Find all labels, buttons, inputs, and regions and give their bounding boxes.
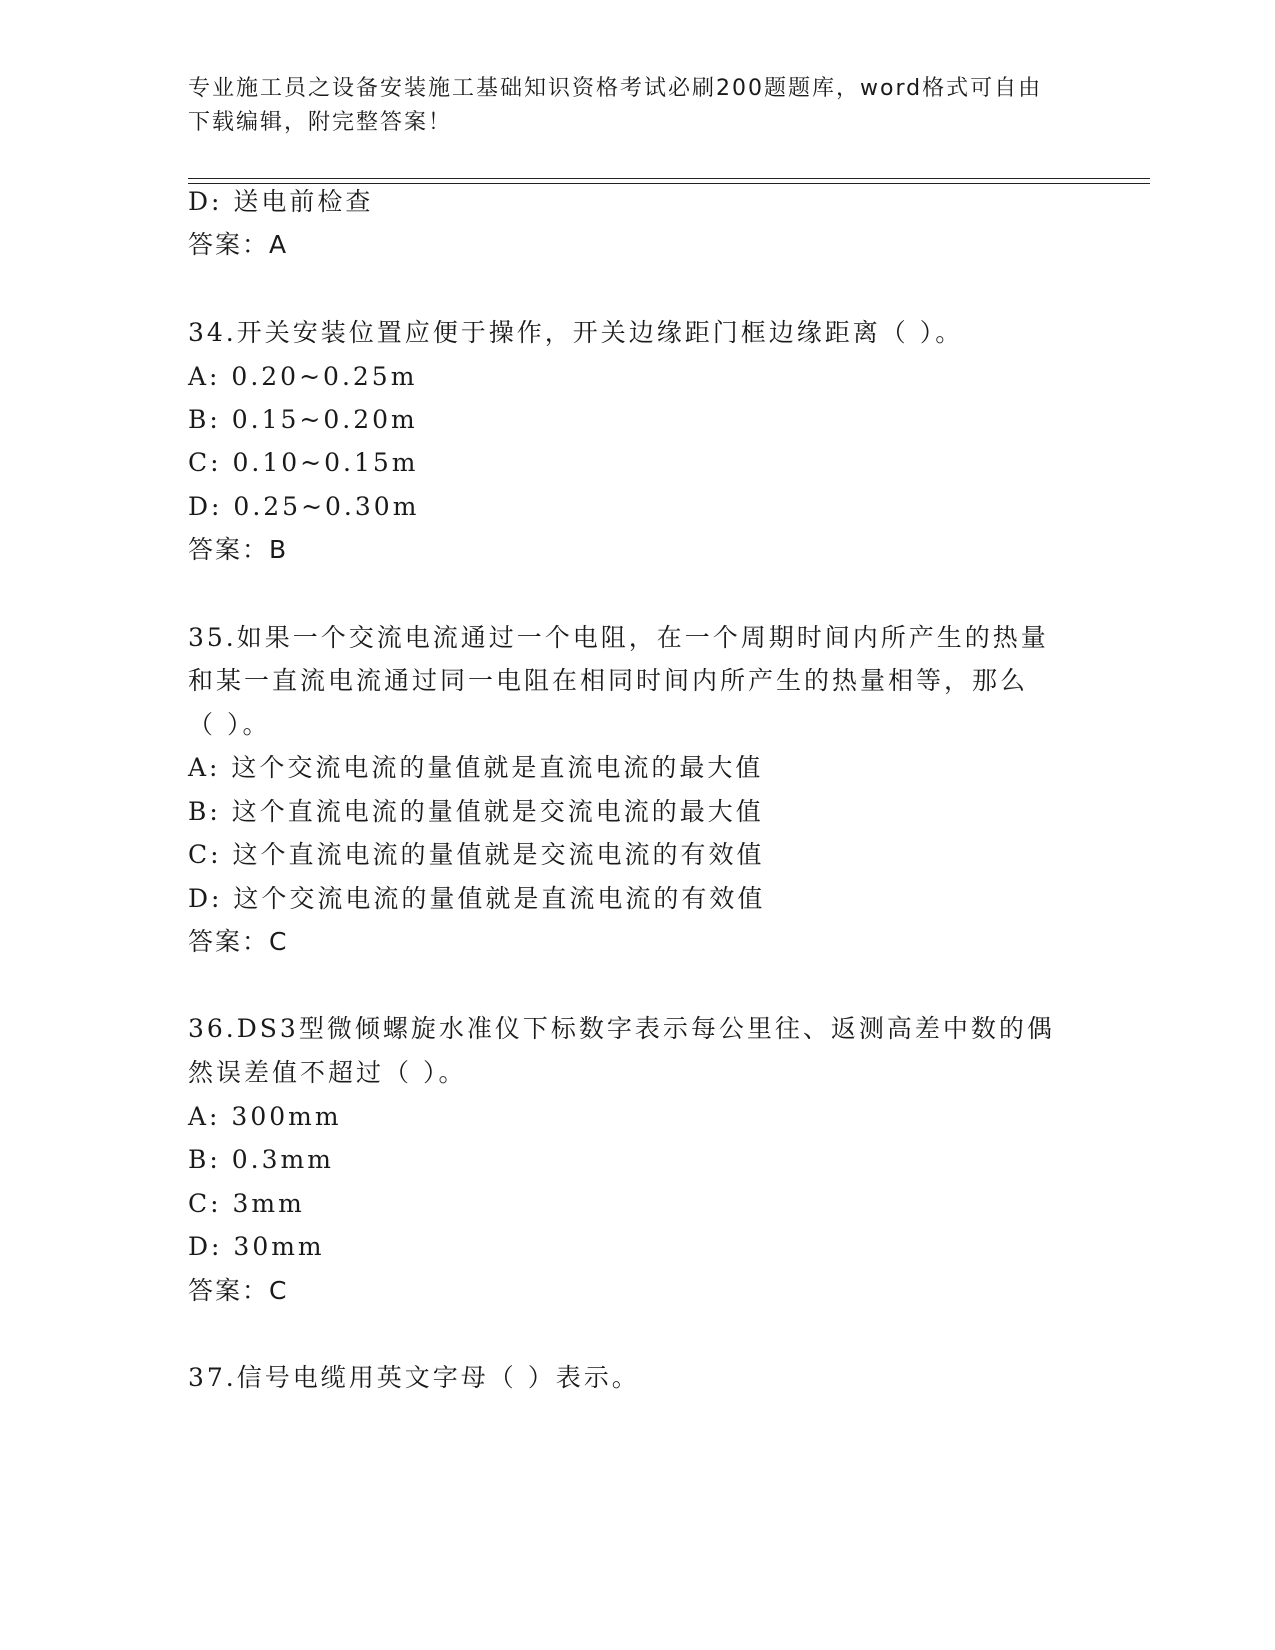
question-36-answer: 答案：C [188,1276,289,1305]
question-36-option-b: B: 0.3mm [188,1145,334,1174]
question-35-stem-line-1: 35.如果一个交流电流通过一个电阻，在一个周期时间内所产生的热量 [188,623,1049,652]
header-title-line-2: 下载编辑，附完整答案！ [188,110,453,135]
question-35-stem-line-2: 和某一直流电流通过同一电阻在相同时间内所产生的热量相等，那么 [188,666,1029,695]
question-35-answer: 答案：C [188,927,289,956]
question-35-stem-line-3: （ ）。 [188,710,271,739]
question-34-stem: 34.开关安装位置应便于操作，开关边缘距门框边缘距离（ ）。 [188,318,964,347]
header-divider-top [188,178,1150,179]
answer: 答案：A [188,230,289,259]
question-35-option-a: A: 这个交流电流的量值就是直流电流的最大值 [188,753,764,782]
document-header [188,72,1088,140]
question-35-option-b: B: 这个直流电流的量值就是交流电流的最大值 [188,797,764,826]
question-36-stem-line-2: 然误差值不超过（ ）。 [188,1058,467,1087]
question-34-option-b: B: 0.15~0.20m [188,405,418,434]
question-36-option-a: A: 300mm [188,1102,342,1131]
question-35-option-d: D: 这个交流电流的量值就是直流电流的有效值 [188,884,766,913]
option-d: D: 送电前检查 [188,187,374,216]
question-36-stem-line-1: 36.DS3型微倾螺旋水准仪下标数字表示每公里往、返测高差中数的偶 [188,1014,1055,1043]
question-34-option-a: A: 0.20~0.25m [188,362,418,391]
header-title-line-1: 专业施工员之设备安装施工基础知识资格考试必刷200题题库，word格式可自由 [188,76,1043,101]
question-36-option-d: D: 30mm [188,1232,325,1261]
question-34-option-c: C: 0.10~0.15m [188,448,419,477]
question-34-option-d: D: 0.25~0.30m [188,492,420,521]
question-34-answer: 答案：B [188,535,289,564]
question-36-option-c: C: 3mm [188,1189,305,1218]
header-divider-bottom [188,183,1150,184]
question-35-option-c: C: 这个直流电流的量值就是交流电流的有效值 [188,840,765,869]
question-37-stem: 37.信号电缆用英文字母（ ）表示。 [188,1363,640,1392]
